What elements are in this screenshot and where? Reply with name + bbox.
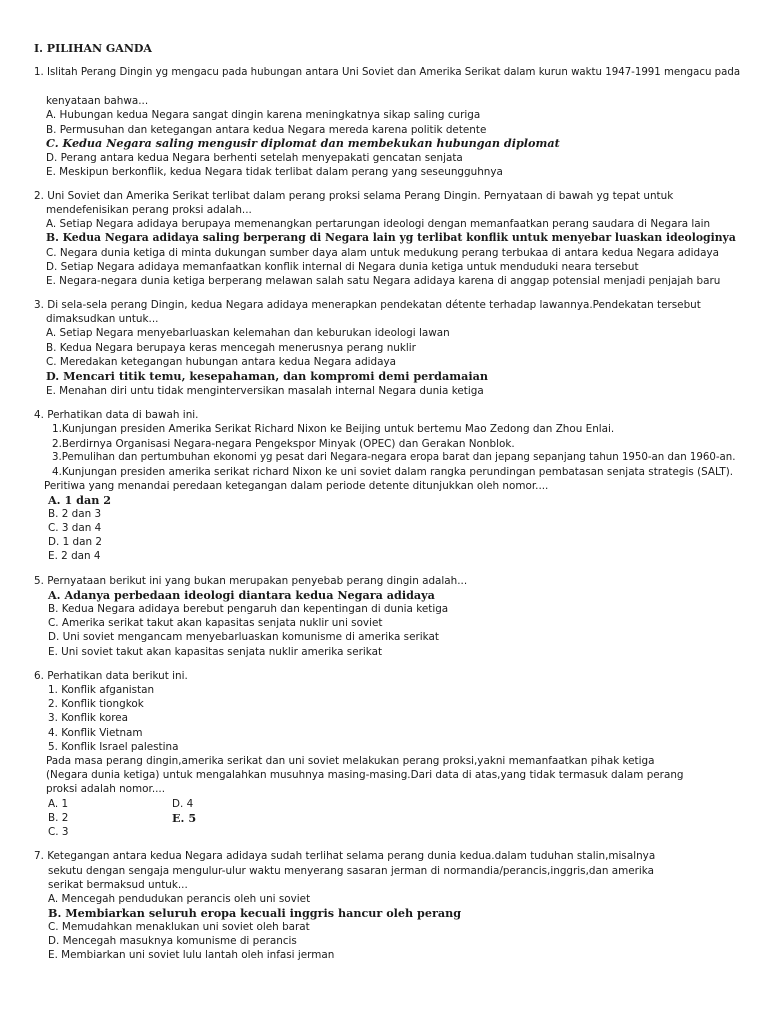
q6-option-d: D. 4	[172, 798, 194, 810]
q4-option-b: B. 2 dan 3	[48, 508, 102, 520]
q3-option-b: B. Kedua Negara berupaya keras mencegah menerusnya perang nuklir	[46, 342, 416, 354]
q2-stem-line2: mendefenisikan perang proksi adalah...	[46, 204, 252, 216]
q2-option-e: E. Negara-negara dunia ketiga berperang melawan salah satu Negara adidaya karena di anggap potensial menjadi penjajah baru	[46, 275, 721, 287]
q5-stem: 5. Pernyataan berikut ini yang bukan merupakan penyebab perang dingin adalah...	[34, 575, 468, 587]
section-title: I. PILIHAN GANDA	[34, 42, 152, 55]
q7-option-d: D. Mencegah masuknya komunisme di perancis	[48, 935, 297, 947]
q6-question-line3: proksi adalah nomor....	[46, 783, 166, 795]
q6-data-5: 5. Konflik Israel palestina	[48, 741, 179, 753]
q5-option-d: D. Uni soviet mengancam menyebarluaskan komunisme di amerika serikat	[48, 631, 439, 643]
q6-option-c: C. 3	[48, 826, 69, 838]
q4-option-c: C. 3 dan 4	[48, 522, 102, 534]
q4-data-1: 1.Kunjungan presiden Amerika Serikat Richard Nixon ke Beijing untuk bertemu Mao Zedong dan Zhou Enlai.	[52, 423, 615, 435]
q7-stem-line1: 7. Ketegangan antara kedua Negara adidaya sudah terlihat selama perang dunia kedua.dalam tuduhan stalin,misalnya	[34, 850, 656, 862]
q2-option-a: A. Setiap Negara adidaya berupaya memenangkan pertarungan ideologi dengan memanfaatkan perang saudara di Negara lain	[46, 218, 711, 230]
q6-data-1: 1. Konflik afganistan	[48, 684, 155, 696]
q7-option-b-answer: B. Membiarkan seluruh eropa kecuali inggris hancur oleh perang	[48, 906, 462, 920]
q1-option-b: B. Permusuhan dan ketegangan antara kedua Negara mereda karena politik detente	[46, 124, 487, 136]
q7-stem-line2: sekutu dengan sengaja mengulur-ulur waktu menyerang sasaran jerman di normandia/perancis,inggris,dan amerika	[48, 865, 654, 877]
q4-data-2: 2.Berdirnya Organisasi Negara-negara Pengekspor Minyak (OPEC) dan Gerakan Nonblok.	[52, 438, 515, 450]
q6-data-2: 2. Konflik tiongkok	[48, 698, 144, 710]
q6-option-b: B. 2	[48, 812, 69, 824]
q3-option-a: A. Setiap Negara menyebarluaskan kelemahan dan keburukan ideologi lawan	[46, 327, 450, 339]
q3-option-c: C. Meredakan ketegangan hubungan antara kedua Negara adidaya	[46, 356, 397, 368]
q2-stem-line1: 2. Uni Soviet dan Amerika Serikat terlibat dalam perang proksi selama Perang Dingin. Pernyataan di bawah yg tepat untuk	[34, 190, 674, 202]
q3-stem-line1: 3. Di sela-sela perang Dingin, kedua Negara adidaya menerapkan pendekatan détente terhadap lawannya.Pendekatan tersebut	[34, 299, 701, 311]
q3-option-e: E. Menahan diri untu tidak menginterversikan masalah internal Negara dunia ketiga	[46, 385, 484, 397]
q6-option-a: A. 1	[48, 798, 69, 810]
q4-data-3: 3.Pemulihan dan pertumbuhan ekonomi yg pesat dari Negara-negara eropa barat dan jepang sepanjang tahun 1950-an dan 1960-an.	[52, 452, 736, 463]
q6-data-3: 3. Konflik korea	[48, 712, 129, 724]
q6-stem: 6. Perhatikan data berikut ini.	[34, 670, 188, 682]
q6-data-4: 4. Konflik Vietnam	[48, 727, 143, 739]
q7-option-c: C. Memudahkan menaklukan uni soviet oleh barat	[48, 921, 310, 933]
q3-stem-line2: dimaksudkan untuk...	[46, 313, 159, 325]
q6-question-line1: Pada masa perang dingin,amerika serikat dan uni soviet melakukan perang proksi,yakni memanfaatkan pihak ketiga	[46, 755, 655, 767]
q7-stem-line3: serikat bermaksud untuk...	[48, 879, 188, 891]
q5-option-e: E. Uni soviet takut akan kapasitas senjata nuklir amerika serikat	[48, 646, 383, 658]
q1-stem-line1: 1. Islitah Perang Dingin yg mengacu pada hubungan antara Uni Soviet dan Amerika Serikat dalam kurun waktu 1947-1991 mengacu pada	[34, 67, 741, 78]
q4-stem: 4. Perhatikan data di bawah ini.	[34, 409, 199, 421]
q4-question: Peritiwa yang menandai peredaan ketegangan dalam periode detente ditunjukkan oleh nomor....	[44, 480, 549, 492]
q2-option-c: C. Negara dunia ketiga di minta dukungan sumber daya alam untuk medukung perang terbukaa di antara kedua Negara adidaya	[46, 247, 719, 259]
q4-option-d: D. 1 dan 2	[48, 536, 102, 548]
q2-option-d: D. Setiap Negara adidaya memanfaatkan konflik internal di Negara dunia ketiga untuk menduduki neara tersebut	[46, 261, 639, 273]
q4-option-a-answer: A. 1 dan 2	[48, 493, 112, 507]
q1-option-a: A. Hubungan kedua Negara sangat dingin karena meningkatnya sikap saling curiga	[46, 109, 481, 121]
q2-option-b-answer: B. Kedua Negara adidaya saling berperang di Negara lain yg terlibat konflik untuk menyebar luaskan ideologinya	[46, 231, 736, 244]
q6-question-line2: (Negara dunia ketiga) untuk mengalahkan musuhnya masing-masing.Dari data di atas,yang tidak termasuk dalam perang	[46, 769, 684, 781]
q1-option-d: D. Perang antara kedua Negara berhenti setelah menyepakati gencatan senjata	[46, 152, 463, 164]
q5-option-b: B. Kedua Negara adidaya berebut pengaruh dan kepentingan di dunia ketiga	[48, 603, 449, 615]
q3-option-d-answer: D. Mencari titik temu, kesepahaman, dan kompromi demi perdamaian	[46, 369, 488, 383]
q1-option-c-answer: C. Kedua Negara saling mengusir diplomat dan membekukan hubungan diplomat	[46, 136, 560, 150]
q4-option-e: E. 2 dan 4	[48, 550, 101, 562]
q6-option-e-answer: E. 5	[172, 811, 197, 825]
q1-option-e: E. Meskipun berkonflik, kedua Negara tidak terlibat dalam perang yang seseungguhnya	[46, 166, 503, 178]
q1-stem-line2: kenyataan bahwa...	[46, 95, 149, 107]
q4-data-4: 4.Kunjungan presiden amerika serikat richard Nixon ke uni soviet dalam rangka perundingan pembatasan senjata strategis (SALT).	[52, 466, 734, 478]
q7-option-a: A. Mencegah pendudukan perancis oleh uni soviet	[48, 893, 311, 905]
q7-option-e: E. Membiarkan uni soviet lulu lantah oleh infasi jerman	[48, 949, 335, 961]
q5-option-c: C. Amerika serikat takut akan kapasitas senjata nuklir uni soviet	[48, 617, 383, 629]
q5-option-a-answer: A. Adanya perbedaan ideologi diantara kedua Negara adidaya	[48, 588, 435, 602]
